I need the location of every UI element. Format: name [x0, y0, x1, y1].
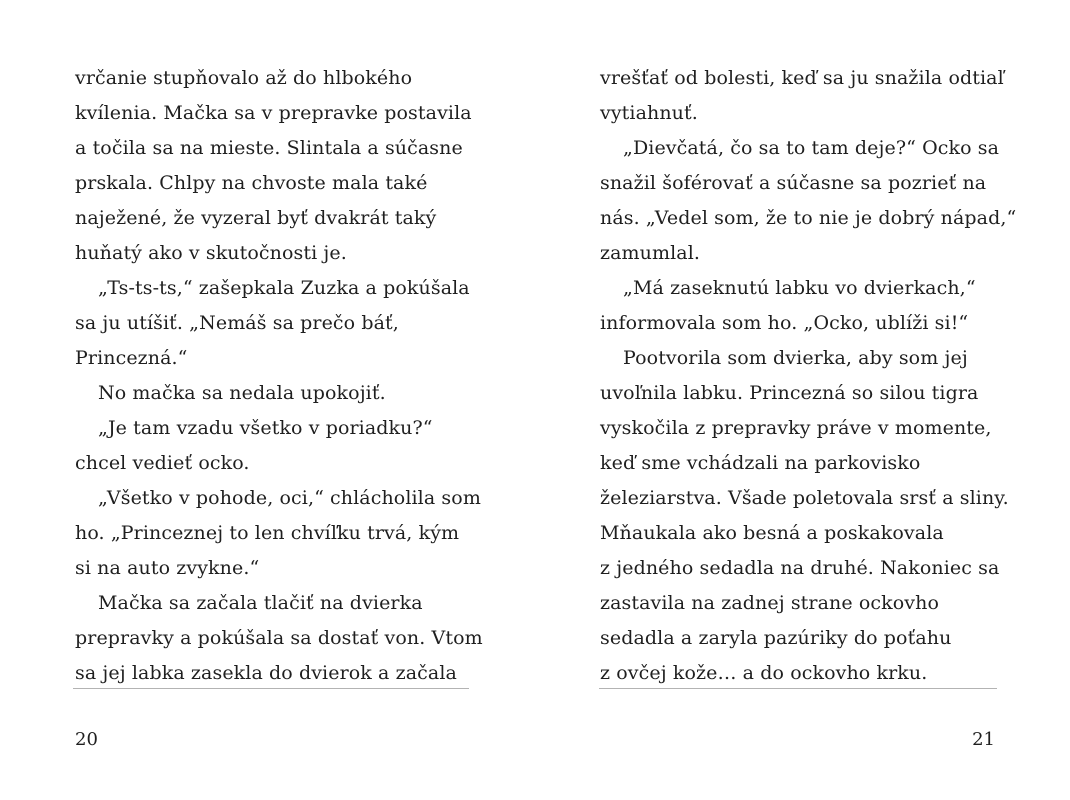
text-line: informovala som ho. „Ocko, ublíži si!“	[600, 312, 969, 334]
text-line: sa ju utíšiť. „Nemáš sa prečo báť,	[75, 312, 399, 334]
text-line: zamumlal.	[600, 242, 701, 264]
text-line: „Všetko v pohode, oci,“ chlácholila som	[98, 487, 481, 509]
text-line: huňatý ako v skutočnosti je.	[75, 242, 347, 264]
page-20-text-block	[75, 61, 483, 691]
page-number-right: 21	[972, 729, 995, 750]
text-line: nás. „Vedel som, že to nie je dobrý nápad,“	[600, 207, 1017, 229]
text-line: sedadla a zaryla pazúriky do poťahu	[600, 627, 952, 649]
text-line: keď sme vchádzali na parkovisko	[600, 452, 921, 474]
text-line: vrčanie stupňovalo až do hlbokého	[75, 67, 413, 89]
text-line: kvílenia. Mačka sa v prepravke postavila	[75, 102, 472, 124]
text-line: „Ts-ts-ts,“ zašepkala Zuzka a pokúšala	[98, 277, 470, 299]
text-line: prepravky a pokúšala sa dostať von. Vtom	[75, 627, 483, 649]
text-line: zastavila na zadnej strane ockovho	[600, 592, 939, 614]
page-21-footer-rule	[599, 688, 997, 689]
text-line: z jedného sedadla na druhé. Nakoniec sa	[600, 557, 1000, 579]
page-21-text-block	[600, 61, 1017, 691]
text-line: sa jej labka zasekla do dvierok a začala	[75, 662, 457, 684]
text-line: No mačka sa nedala upokojiť.	[98, 382, 386, 404]
text-line: z ovčej kože… a do ockovho krku.	[600, 662, 928, 684]
text-line: Princezná.“	[75, 347, 188, 369]
text-line: „Dievčatá, čo sa to tam deje?“ Ocko sa	[623, 137, 1000, 159]
text-line: vytiahnuť.	[600, 102, 698, 124]
text-line: Mačka sa začala tlačiť na dvierka	[98, 592, 423, 614]
text-line: vrešťať od bolesti, keď sa ju snažila odtiaľ	[600, 67, 1004, 89]
text-line: „Je tam vzadu všetko v poriadku?“	[98, 417, 433, 439]
page-number-left: 20	[75, 729, 98, 750]
page-20-footer-rule	[73, 688, 469, 689]
text-line: Pootvorila som dvierka, aby som jej	[623, 347, 968, 369]
text-line: si na auto zvykne.“	[75, 557, 260, 579]
text-line: snažil šoférovať a súčasne sa pozrieť na	[600, 172, 987, 194]
text-line: prskala. Chlpy na chvoste mala také	[75, 172, 428, 194]
text-line: „Má zaseknutú labku vo dvierkach,“	[623, 277, 976, 299]
text-line: ho. „Princeznej to len chvíľku trvá, kým	[75, 522, 460, 544]
text-line: vyskočila z prepravky práve v momente,	[600, 417, 992, 439]
text-line: chcel vedieť ocko.	[75, 452, 250, 474]
text-line: naježené, že vyzeral byť dvakrát taký	[75, 207, 437, 229]
text-line: Mňaukala ako besná a poskakovala	[600, 522, 944, 544]
text-line: uvoľnila labku. Princezná so silou tigra	[600, 382, 979, 404]
text-line: a točila sa na mieste. Slintala a súčasne	[75, 137, 463, 159]
text-line: železiarstva. Všade poletovala srsť a sliny.	[600, 487, 1009, 509]
